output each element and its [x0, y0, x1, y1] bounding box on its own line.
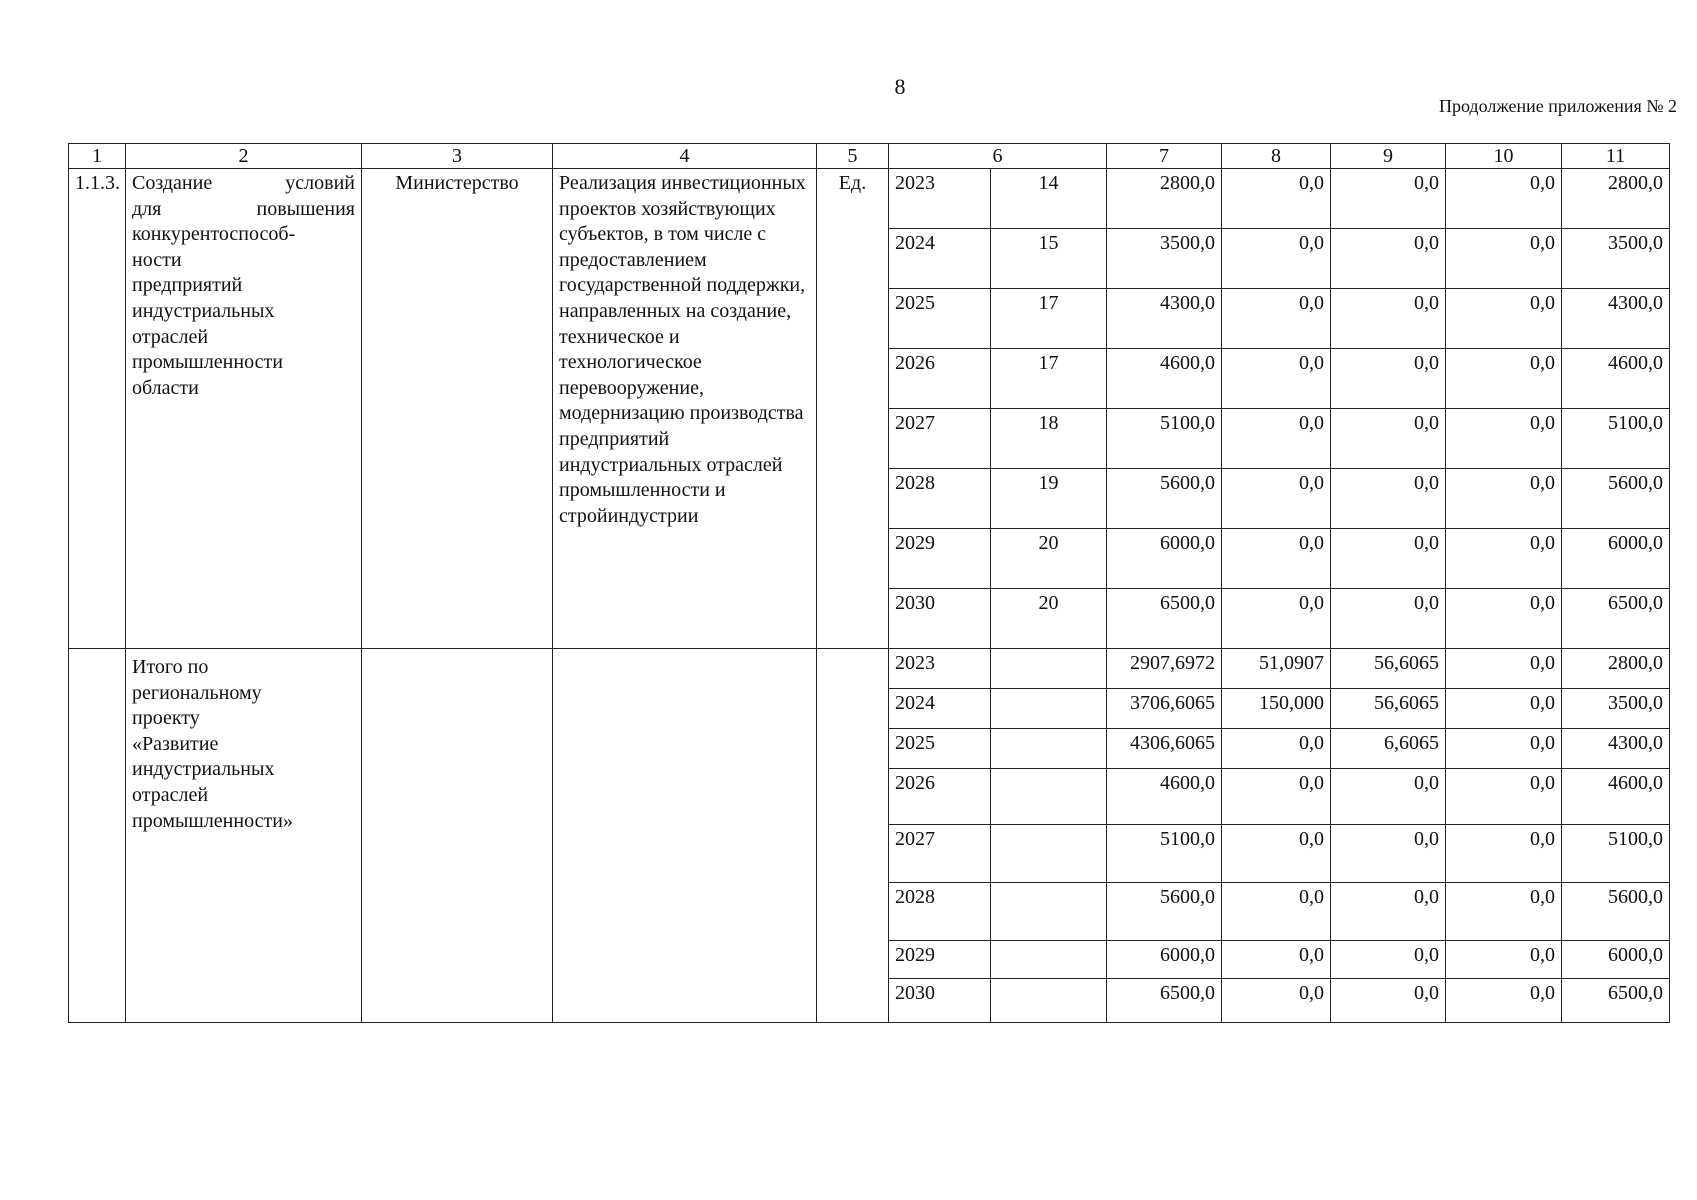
year-cell: 2028 — [889, 469, 991, 529]
indicator-value-cell: 19 — [991, 469, 1107, 529]
section-name-line: конкурентоспособ- — [132, 223, 296, 246]
total-label-cell — [126, 649, 362, 1023]
amount-cell: 4306,6065 — [1107, 729, 1222, 769]
header-cell: 3 — [362, 144, 553, 169]
total-unit-cell — [817, 649, 889, 1023]
header-cell: 5 — [817, 144, 889, 169]
header-cell: 1 — [69, 144, 126, 169]
total-label-line: индустриальных — [132, 758, 275, 781]
total-label-line: отраслей — [132, 783, 209, 806]
amount-cell: 56,6065 — [1331, 649, 1446, 689]
total-executor-cell — [362, 649, 553, 1023]
amount-cell: 4600,0 — [1107, 769, 1222, 825]
indicator-value-cell: 17 — [991, 349, 1107, 409]
section-name-cell — [126, 169, 362, 649]
indicator-value-cell: 14 — [991, 169, 1107, 229]
amount-cell: 6000,0 — [1562, 941, 1670, 979]
section-name-line: ности — [132, 248, 182, 271]
amount-cell: 3500,0 — [1562, 229, 1670, 289]
amount-cell: 0,0 — [1331, 979, 1446, 1023]
amount-cell: 2800,0 — [1562, 169, 1670, 229]
amount-cell: 5600,0 — [1562, 469, 1670, 529]
amount-cell: 6500,0 — [1107, 979, 1222, 1023]
amount-cell: 5600,0 — [1107, 883, 1222, 941]
amount-cell: 0,0 — [1222, 529, 1331, 589]
total-label-line: проекту — [132, 707, 200, 730]
section-name-word: для — [132, 197, 162, 220]
amount-cell: 2907,6972 — [1107, 649, 1222, 689]
indicator-value-cell: 20 — [991, 529, 1107, 589]
amount-cell: 0,0 — [1222, 169, 1331, 229]
section-name-line: предприятий — [132, 274, 243, 297]
amount-cell: 3500,0 — [1107, 229, 1222, 289]
header-cell: 10 — [1446, 144, 1562, 169]
total-label-line: Итого по — [132, 656, 209, 678]
unit-cell: Ед. — [817, 169, 889, 649]
indicator-value-cell: 15 — [991, 229, 1107, 289]
indicator-value-cell — [991, 825, 1107, 883]
amount-cell: 0,0 — [1331, 469, 1446, 529]
year-cell: 2025 — [889, 729, 991, 769]
amount-cell: 3706,6065 — [1107, 689, 1222, 729]
amount-cell: 0,0 — [1446, 589, 1562, 649]
amount-cell: 0,0 — [1331, 169, 1446, 229]
amount-cell: 51,0907 — [1222, 649, 1331, 689]
section-name-line — [132, 171, 355, 197]
amount-cell: 5100,0 — [1562, 409, 1670, 469]
amount-cell: 6000,0 — [1107, 941, 1222, 979]
table-header-row — [69, 144, 1670, 169]
amount-cell: 0,0 — [1446, 729, 1562, 769]
amount-cell: 0,0 — [1331, 349, 1446, 409]
amount-cell: 0,0 — [1446, 769, 1562, 825]
amount-cell: 3500,0 — [1562, 689, 1670, 729]
amount-cell: 4600,0 — [1107, 349, 1222, 409]
section-code-cell: 1.1.3. — [69, 169, 126, 649]
amount-cell: 0,0 — [1222, 979, 1331, 1023]
plan-table — [68, 143, 1670, 1023]
year-cell: 2024 — [889, 229, 991, 289]
amount-cell: 0,0 — [1222, 729, 1331, 769]
amount-cell: 0,0 — [1446, 649, 1562, 689]
amount-cell: 0,0 — [1222, 769, 1331, 825]
header-cell: 9 — [1331, 144, 1446, 169]
amount-cell: 4600,0 — [1562, 769, 1670, 825]
indicator-value-cell: 20 — [991, 589, 1107, 649]
amount-cell: 56,6065 — [1331, 689, 1446, 729]
year-cell: 2026 — [889, 769, 991, 825]
amount-cell: 4300,0 — [1562, 289, 1670, 349]
indicator-value-cell — [991, 883, 1107, 941]
amount-cell: 0,0 — [1222, 229, 1331, 289]
amount-cell: 0,0 — [1446, 169, 1562, 229]
year-cell: 2025 — [889, 289, 991, 349]
amount-cell: 0,0 — [1331, 941, 1446, 979]
section-name-line: области — [132, 376, 199, 399]
section-name-line: отраслей — [132, 325, 209, 348]
indicator-value-cell — [991, 649, 1107, 689]
amount-cell: 4600,0 — [1562, 349, 1670, 409]
amount-cell: 2800,0 — [1562, 649, 1670, 689]
amount-cell: 5600,0 — [1562, 883, 1670, 941]
header-cell: 7 — [1107, 144, 1222, 169]
amount-cell: 0,0 — [1446, 349, 1562, 409]
amount-cell: 0,0 — [1222, 469, 1331, 529]
total-label-line: «Развитие — [132, 732, 219, 755]
year-cell: 2027 — [889, 409, 991, 469]
year-cell: 2029 — [889, 941, 991, 979]
amount-cell: 6500,0 — [1562, 979, 1670, 1023]
total-code-cell — [69, 649, 126, 1023]
header-cell: 11 — [1562, 144, 1670, 169]
executor-cell: Министерство — [362, 169, 553, 649]
indicator-value-cell: 17 — [991, 289, 1107, 349]
amount-cell: 0,0 — [1446, 289, 1562, 349]
amount-cell: 0,0 — [1222, 589, 1331, 649]
amount-cell: 0,0 — [1331, 769, 1446, 825]
total-indicator-cell — [553, 649, 817, 1023]
amount-cell: 0,0 — [1222, 289, 1331, 349]
amount-cell: 6,6065 — [1331, 729, 1446, 769]
year-cell: 2024 — [889, 689, 991, 729]
total-label-line: промышленности» — [132, 809, 293, 832]
indicator-value-cell — [991, 941, 1107, 979]
year-cell: 2027 — [889, 825, 991, 883]
amount-cell: 0,0 — [1331, 589, 1446, 649]
amount-cell: 0,0 — [1222, 409, 1331, 469]
amount-cell: 0,0 — [1222, 883, 1331, 941]
table-row — [69, 169, 1670, 229]
amount-cell: 5600,0 — [1107, 469, 1222, 529]
section-name-line — [132, 197, 355, 223]
year-cell: 2030 — [889, 979, 991, 1023]
amount-cell: 2800,0 — [1107, 169, 1222, 229]
amount-cell: 0,0 — [1446, 883, 1562, 941]
amount-cell: 0,0 — [1331, 825, 1446, 883]
amount-cell: 0,0 — [1446, 825, 1562, 883]
indicator-value-cell — [991, 729, 1107, 769]
amount-cell: 4300,0 — [1107, 289, 1222, 349]
section-name-word: условий — [285, 172, 355, 194]
amount-cell: 0,0 — [1446, 229, 1562, 289]
table-row — [69, 649, 1670, 689]
amount-cell: 0,0 — [1331, 229, 1446, 289]
indicator-value-cell: 18 — [991, 409, 1107, 469]
amount-cell: 6500,0 — [1562, 589, 1670, 649]
amount-cell: 0,0 — [1446, 941, 1562, 979]
header-cell: 4 — [553, 144, 817, 169]
total-label-line: региональному — [132, 681, 262, 704]
header-cell: 2 — [126, 144, 362, 169]
amount-cell: 5100,0 — [1107, 825, 1222, 883]
amount-cell: 0,0 — [1446, 409, 1562, 469]
section-name-line: промышленности — [132, 351, 283, 374]
year-cell: 2026 — [889, 349, 991, 409]
section-name-line: индустриальных — [132, 299, 275, 322]
amount-cell: 0,0 — [1331, 289, 1446, 349]
amount-cell: 6500,0 — [1107, 589, 1222, 649]
amount-cell: 0,0 — [1222, 941, 1331, 979]
amount-cell: 5100,0 — [1562, 825, 1670, 883]
indicator-name-cell: Реализация инвестиционных проектов хозяйствующих субъектов, в том числе с предоставлением государственной поддержки, направленных на создание, техническое и технологическое перевооружение, модернизацию производства предприятий индустриальных отраслей промышленности и стройиндустрии — [553, 169, 817, 649]
amount-cell: 0,0 — [1446, 689, 1562, 729]
amount-cell: 150,000 — [1222, 689, 1331, 729]
amount-cell: 0,0 — [1222, 825, 1331, 883]
amount-cell: 0,0 — [1331, 409, 1446, 469]
amount-cell: 0,0 — [1331, 883, 1446, 941]
amount-cell: 0,0 — [1446, 469, 1562, 529]
amount-cell: 5100,0 — [1107, 409, 1222, 469]
amount-cell: 0,0 — [1446, 529, 1562, 589]
header-cell: 6 — [889, 144, 1107, 169]
amount-cell: 6000,0 — [1562, 529, 1670, 589]
amount-cell: 0,0 — [1331, 529, 1446, 589]
section-name-word: Создание — [132, 172, 213, 194]
year-cell: 2029 — [889, 529, 991, 589]
year-cell: 2028 — [889, 883, 991, 941]
indicator-value-cell — [991, 979, 1107, 1023]
section-name-word: повышения — [256, 197, 355, 220]
header-cell: 8 — [1222, 144, 1331, 169]
page-number: 8 — [894, 74, 906, 99]
year-cell: 2023 — [889, 169, 991, 229]
appendix-note: Продолжение приложения № 2 — [1438, 96, 1677, 116]
amount-cell: 0,0 — [1222, 349, 1331, 409]
indicator-value-cell — [991, 769, 1107, 825]
amount-cell: 0,0 — [1446, 979, 1562, 1023]
year-cell: 2023 — [889, 649, 991, 689]
amount-cell: 4300,0 — [1562, 729, 1670, 769]
year-cell: 2030 — [889, 589, 991, 649]
indicator-value-cell — [991, 689, 1107, 729]
amount-cell: 6000,0 — [1107, 529, 1222, 589]
